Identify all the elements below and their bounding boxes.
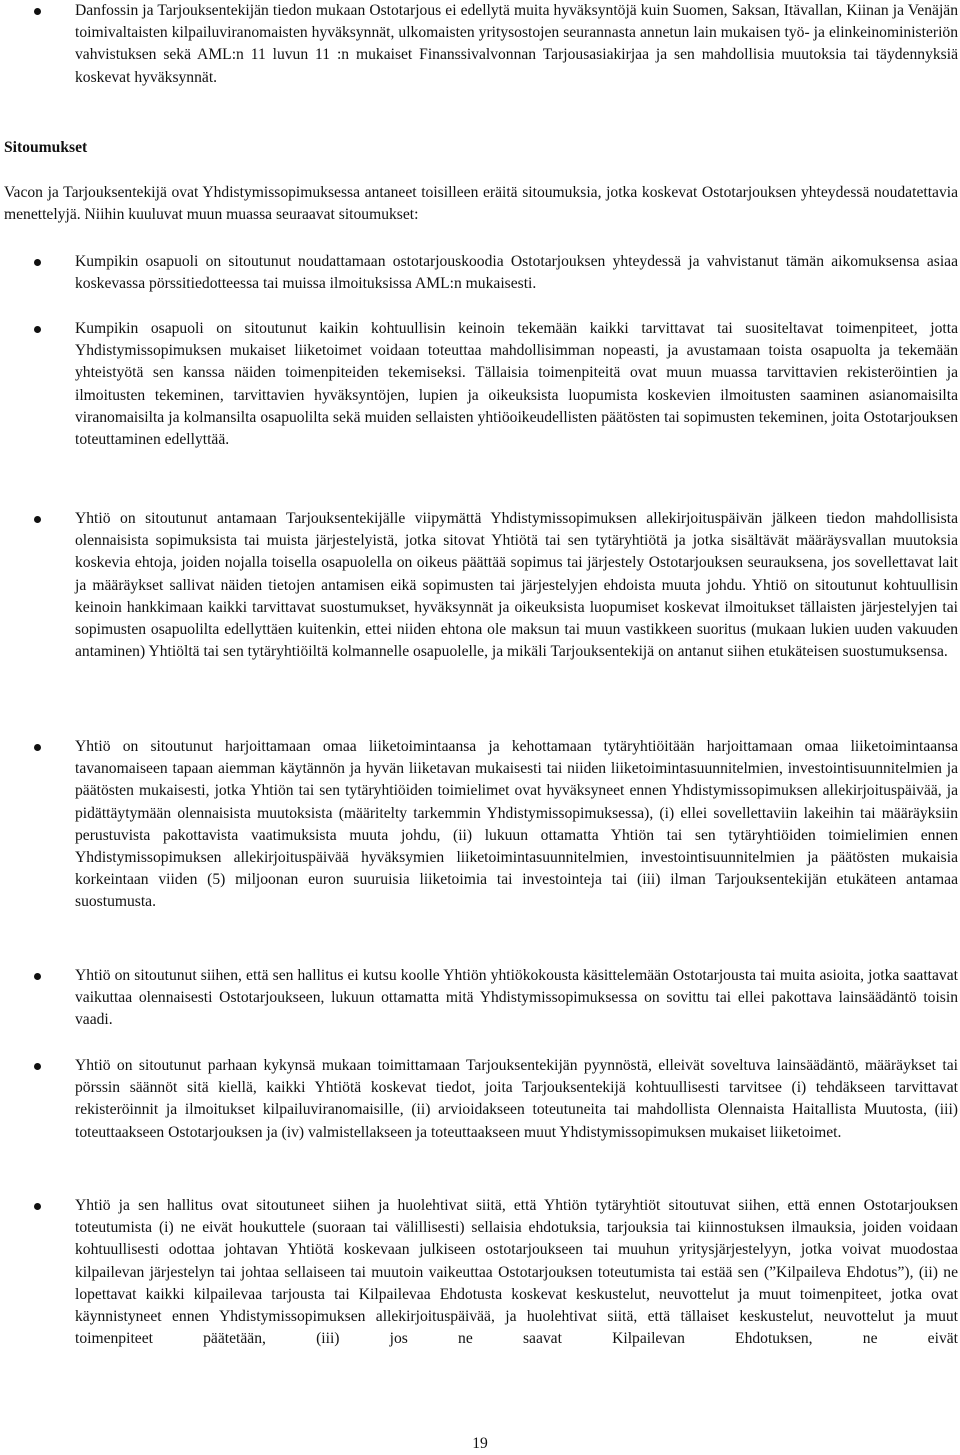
list-item-text: Kumpikin osapuoli on sitoutunut noudattamaan ostotarjouskoodia Ostotarjouksen yhteydessä ja vahvistanut tämän aikomuksensa asiaa koskevassa pörssitiedotteessa tai muissa ilmoituksissa AML:n mukaisesti. xyxy=(75,253,958,293)
bullet-icon xyxy=(34,1063,41,1070)
list-item xyxy=(0,508,960,663)
bullet-icon xyxy=(34,1203,41,1210)
list-item-text: Yhtiö on sitoutunut siihen, että sen hallitus ei kutsu koolle Yhtiön yhtiökokousta käsittelemään Ostotarjousta tai muita asioita, jotka saattavat vaikuttaa olennaisesti Ostotarjoukseen, lukuun ottamatta mitä Yhdistymissopimuksessa on sovittu tai ellei pakottava lainsäädäntö toisin vaadi. xyxy=(75,967,958,1029)
bullet-icon xyxy=(34,744,41,751)
bullet-icon xyxy=(34,973,41,980)
list-item xyxy=(0,965,960,1032)
section-heading: Sitoumukset xyxy=(4,139,88,156)
list-item xyxy=(0,1195,960,1350)
list-item xyxy=(0,318,960,451)
bullet-icon xyxy=(34,8,41,15)
list-item-text: Yhtiö on sitoutunut parhaan kykynsä mukaan toimittamaan Tarjouksentekijän pyynnöstä, elleivät soveltuva lainsäädäntö, määräykset tai pörssin säännöt sitä kiellä, kaikki Yhtiötä koskevat tiedot, joita Tarjouksentekijä kohtuullisesti tarvitsee (i) tehdäkseen tarvittavat rekisteröinnit ja ilmoitukset kilpailuviranomaisille, (ii) arvioidakseen toteutuneita tai mahdollista Olennaista Haitallista Muutosta, (iii) toteuttaakseen Ostotarjouksen ja (iv) valmistellakseen ja toteuttaakseen muut Yhdistymissopimuksen mukaiset liiketoimet. xyxy=(75,1057,958,1141)
list-item-text: Yhtiö ja sen hallitus ovat sitoutuneet siihen ja huolehtivat siitä, että Yhtiön tytäryhtiöt sitoutuvat siihen, että ennen Ostotarjouksen toteutumista (i) ne eivät houkuttele (suoraan tai välillisesti) sellaisia ehdotuksia, tarjouksia tai kiinnostuksen ilmauksia, joiden voidaan kohtuullisesti odottaa johtavan Yhtiötä koskevaan julkiseen ostotarjoukseen tai muuhun yritysjärjestelyyn, jotka voivat muodostaa kilpailevan järjestelyn tai johtaa sellaiseen tai muutoin vaikeuttaa Ostotarjouksen toteutumista tai estää sen (”Kilpaileva Ehdotus”), (ii) ne lopettavat kaikki kilpailevaa tarjousta tai Kilpailevaa Ehdotusta koskevat keskustelut, neuvottelut ja muut toimenpiteet, jotka ovat käynnistyneet ennen Yhdistymissopimuksen allekirjoituspäivää, ja huolehtivat siitä, että tällaiset keskustelut, neuvottelut ja muut toimenpiteet päätetään, (iii) jos ne saavat Kilpailevan Ehdotuksen, ne eivät xyxy=(75,1197,958,1348)
page-number: 19 xyxy=(472,1435,488,1452)
list-item xyxy=(0,0,960,89)
bullet-icon xyxy=(34,516,41,523)
intro-paragraph: Vacon ja Tarjouksentekijä ovat Yhdistymissopimuksessa antaneet toisilleen eräitä sitoumuksia, jotka koskevat Ostotarjouksen yhteydessä noudatettavia menettelyjä. Niihin kuuluvat muun muassa seuraavat sitoumukset: xyxy=(4,184,958,224)
bullet-icon xyxy=(34,326,41,333)
list-item xyxy=(0,1055,960,1144)
list-item xyxy=(0,251,960,295)
list-item-text: Yhtiö on sitoutunut antamaan Tarjouksentekijälle viipymättä Yhdistymissopimuksen allekirjoituspäivän jälkeen tiedon mahdollisista olennaisista sopimuksista tai muista järjestelyistä, jotka sitovat Yhtiötä tai sen tytäryhtiötä ja jotka sisältävät määräysvallan muutoksia koskevia ehtoja, joiden nojalla toisella osapuolella on oikeus päättää sopimus tai järjestely Ostotarjouksen seurauksena, jos sovellettavat lait ja määräykset sallivat näiden tietojen antamisen eikä sopimusten tai järjestelyjen ehdoista muuta johdu. Yhtiö on sitoutunut kohtuullisin keinoin hankkimaan kaikki tarvittavat suostumukset, hyväksynnät ja oikeuksista luopumiset koskevat ilmoitukset tällaisten järjestelyjen tai sopimusten osapuolilta edellyttäen kuitenkin, ettei niiden ehtona ole maksun tai muun vastikkeen suoritus (mukaan lukien uuden vakuuden antaminen) Yhtiöltä tai sen tytäryhtiöiltä kolmannelle osapuolelle, ja mikäli Tarjouksentekijä on antanut siihen etukäteisen suostumuksensa. xyxy=(75,510,958,661)
list-item xyxy=(0,736,960,914)
list-item-text: Yhtiö on sitoutunut harjoittamaan omaa liiketoimintaansa ja kehottamaan tytäryhtiöitään harjoittamaan omaa liiketoimintaansa tavanomaiseen tapaan aiemman käytännön ja hyvän liiketavan mukaisesti tai niiden liiketoimintasuunnitelmien, investointisuunnitelmien ja päätösten mukaisesti, jotka Yhtiön tai sen tytäryhtiöiden toimielimet ovat hyväksyneet ennen Yhdistymissopimuksen allekirjoituspäivää, ja pidättäytymään olennaisista muutoksista (määritelty tarkemmin Yhdistymissopimuksessa), (i) ellei sovellettaviin lakeihin tai määräyksiin perustuvista pakottavista vaatimuksista muuta johdu, (ii) lukuun ottamatta Yhtiön tai sen tytäryhtiöiden toimielimien ennen Yhdistymissopimuksen allekirjoituspäivää hyväksymien liiketoimintasuunnitelmien, investointisuunnitelmien ja päätösten mukaisia korkeintaan viiden (5) miljoonan euron suuruisia liiketoimia tai investointeja tai (iii) ilman Tarjouksentekijän etukäteen antamaa suostumusta. xyxy=(75,738,958,911)
list-item-text: Kumpikin osapuoli on sitoutunut kaikin kohtuullisin keinoin tekemään kaikki tarvittavat tai suositeltavat toimenpiteet, jotta Yhdistymissopimuksen mukaiset liiketoimet voidaan toteuttaa mahdollisimman nopeasti, ja avustamaan toista osapuolta ja tekemään yhteistyötä sen kanssa näiden toimenpiteiden tekemiseksi. Tällaisia toimenpiteitä ovat muun muassa tarvittavien rekisteröintien ja ilmoitusten tekeminen, tarvittavien hyväksyntöjen, lupien ja oikeuksista luopumista koskevien ilmoitusten saaminen asianomaisilta viranomaisilta ja kolmansilta osapuolilta sekä muiden sellaisten yhtiöoikeudellisten päätösten tai sopimusten tekeminen, joita Ostotarjouksen toteuttaminen edellyttää. xyxy=(75,320,958,449)
bullet-icon xyxy=(34,259,41,266)
list-item-text: Danfossin ja Tarjouksentekijän tiedon mukaan Ostotarjous ei edellytä muita hyväksyntöjä kuin Suomen, Saksan, Itävallan, Kiinan ja Venäjän toimivaltaisten kilpailuviranomaisten hyväksynnät, ulkomaisten yritysostojen seurannasta annetun lain mukaisen työ- ja elinkeinoministeriön vahvistuksen sekä AML:n 11 luvun 11 :n mukaiset Finanssivalvonnan Tarjousasiakirjaa ja sen mahdollisia muutoksia tai täydennyksiä koskevat hyväksynnät. xyxy=(75,2,958,86)
